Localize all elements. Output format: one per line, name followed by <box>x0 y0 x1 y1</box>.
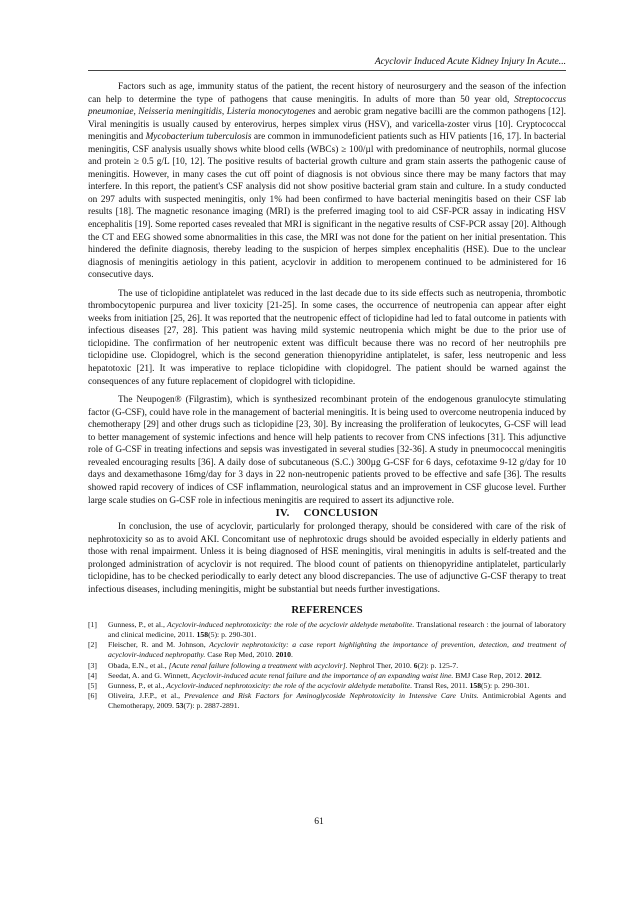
reference-number: [5] <box>88 681 97 691</box>
reference-text: Gunness, P., et al., Acyclovir-induced nephrotoxicity: the role of the acyclovir aldehyde metabolite. Translational research : the journal of laboratory and clinical medicine, 2011. 158(5): p. 290-301. <box>108 620 567 640</box>
reference-number: [3] <box>88 660 97 670</box>
discussion-paragraph-neupogen: The Neupogen® (Filgrastim), which is synthesized recombinant protein of the endogenous granulocyte stimulating factor (G-CSF), could have role in the management of bacterial meningitis. It is being used to overcome neutropenia induced by chemotherapy [29] and other drugs such as ticlopidine [23, 30]. By increasing the proliferation of leukocytes, G-CSF will lead to better management of systemic infections and hence will help patients to recover from CNS infections [31]. This adjunctive role of G-CSF in treating infections and sepsis was investigated in several studies [32-36]. A study in pneumococcal meningitis revealed encouraging results [36]. A daily dose of subcutaneous (S.C.) 300µg G-CSF for 6 days, cefotaxime 9-12 g/day for 10 days and dexamethasone 16mg/day for 3 days in 22 non-neutropenic patients proved to be effective and safe [36]. The results showed rapid recovery of indices of CSF inflammation, neurological status and an improvement in CSF glucose level. Further large scale studies on G-CSF role in infectious meningitis are required to assert its adjunctive role. <box>88 395 566 506</box>
running-header: Acyclovir Induced Acute Kidney Injury In Acute... <box>88 56 566 71</box>
page-number: 61 <box>314 816 324 827</box>
section-title: CONCLUSION <box>303 508 379 520</box>
paper-page <box>88 56 566 712</box>
conclusion-heading <box>88 507 566 520</box>
reference-number: [4] <box>88 670 97 680</box>
reference-text: Gunness, P., et al., Acyclovir-induced nephrotoxicity: the role of the acyclovir aldehyde metabolite. Transl Res, 2011. 158(5): p. 290-301. <box>108 681 530 691</box>
discussion-paragraph-meningitis: Factors such as age, immunity status of the patient, the recent history of neurosurgery and the season of the infection can help to determine the type of pathogens that cause meningitis. In adults of more than 50 year old, Streptococcus pneumoniae, Neisseria meningitidis, Listeria monocytogenes and aerobic gram negative bacilli are the common pathogens [12]. Viral meningitis is usually caused by enterovirus, herpes simplex virus (HSV), and varicella-zoster virus [10]. Cryptococcal meningitis and Mycobacterium tuberculosis are common in immunodeficient patients such as HIV patients [16, 17]. In bacterial meningitis, CSF analysis usually shows white blood cells (WBCs) ≥ 100/µl with predominance of neutrophils, normal glucose and protein ≥ 0.5 g/L [10, 12]. The positive results of bacterial growth culture and gram stain asserts the pathogenic cause of meningitis. However, in many cases the cut off point of diagnosis is not obvious since there may be many factors that may interfere. In this report, the patient's CSF analysis did not show positive bacterial gram stain and culture. In a study conducted on 297 adults with suspected meningitis, only 1% had been confirmed to have bacterial meningitis based on their CSF lab results [18]. The magnetic resonance imaging (MRI) is the preferred imaging tool to aid CSF-PCR assay in indicating HSV encephalitis [19]. Some reported cases revealed that MRI is significant in the negative results of CSF-PCR assay [20]. Although the CT and EEG showed some abnormalities in this case, the MRI was not done for the patient on her initial presentation. This hindered the definite diagnosis, thereby leading to the suspicion of herpes simplex encephalitis (HSE). Due to the unclear diagnosis of meningitis aetiology in this patient, acyclovir in addition to meropenem continued to be administered for 16 consecutive days. <box>88 82 566 281</box>
reference-number: [1] <box>88 620 97 630</box>
reference-item <box>88 620 566 640</box>
references-heading: REFERENCES <box>291 605 363 617</box>
reference-text: Obada, E.N., et al., [Acute renal failure following a treatment with acyclovir]. Nephrol Ther, 2010. 6(2): p. 125-7. <box>108 660 459 670</box>
reference-number: [6] <box>88 691 97 701</box>
discussion-paragraph-ticlopidine: The use of ticlopidine antiplatelet was reduced in the last decade due to its side effects such as neutropenia, thrombotic thrombocytopenic purpurea and liver toxicity [21-25]. In some cases, the occurrence of neutropenia can appear after eight weeks from initiation [25, 26]. It was reported that the neutropenic effect of ticlopidine had led to fatal outcome in patients with infectious diseases [27, 28]. This patient was having mild systemic neutropenia which might be due to the prior use of ticlopidine. The confirmation of her neutropenic extent was difficult because there was no record of her neutrophils pre ticlopidine use. Clopidogrel, which is the second generation thienopyridine antiplatelet, is safer, less neutropenic and less hepatotoxic [21]. It was imperative to replace ticlopidine with clopidogrel. The patient should be warned against the consequences of any future replacement of clopidogrel with ticlopidine. <box>88 288 566 387</box>
reference-item <box>88 671 566 681</box>
reference-text: Seedat, A. and G. Winnett, Acyclovir-induced acute renal failure and the importance of an expanding waist line. BMJ Case Rep, 2012. 2012. <box>108 670 542 680</box>
reference-number: [2] <box>88 640 97 650</box>
reference-item <box>88 691 566 711</box>
reference-text: Fleischer, R. and M. Johnson, Acyclovir nephrotoxicity: a case report highlighting the importance of prevention, detection, and treatment of acyclovir-induced nephropathy. Case Rep Med, 2010. 2010. <box>108 640 566 660</box>
conclusion-paragraph: In conclusion, the use of acyclovir, particularly for prolonged therapy, should be considered with care of the risk of nephrotoxicity so as to avoid AKI. Concomitant use of nephrotoxic drugs should be avoided especially in elderly patients and those with renal impairment. Unless it is being diagnosed of HSE meningitis, viral meningitis in adults is self-treated and the prolonged administration of acyclovir is not required. The blood count of patients on thienopyridine antiplatelet, particularly ticlopidine, has to be checked periodically to early detect any blood discrepancies. The use of adjunctive G-CSF therapy to treat infectious diseases, including meningitis, might be substantial but needs further investigations. <box>88 522 566 595</box>
reference-item <box>88 640 566 660</box>
reference-item <box>88 681 566 691</box>
reference-item <box>88 661 566 671</box>
section-number: IV. <box>275 508 290 520</box>
reference-text: Oliveira, J.F.P., et al., Prevalence and Risk Factors for Aminoglycoside Nephrotoxicity in Intensive Care Units. Antimicrobial Agents and Chemotherapy, 2009. 53(7): p. 2887-2891. <box>108 691 566 711</box>
reference-list <box>88 620 566 711</box>
